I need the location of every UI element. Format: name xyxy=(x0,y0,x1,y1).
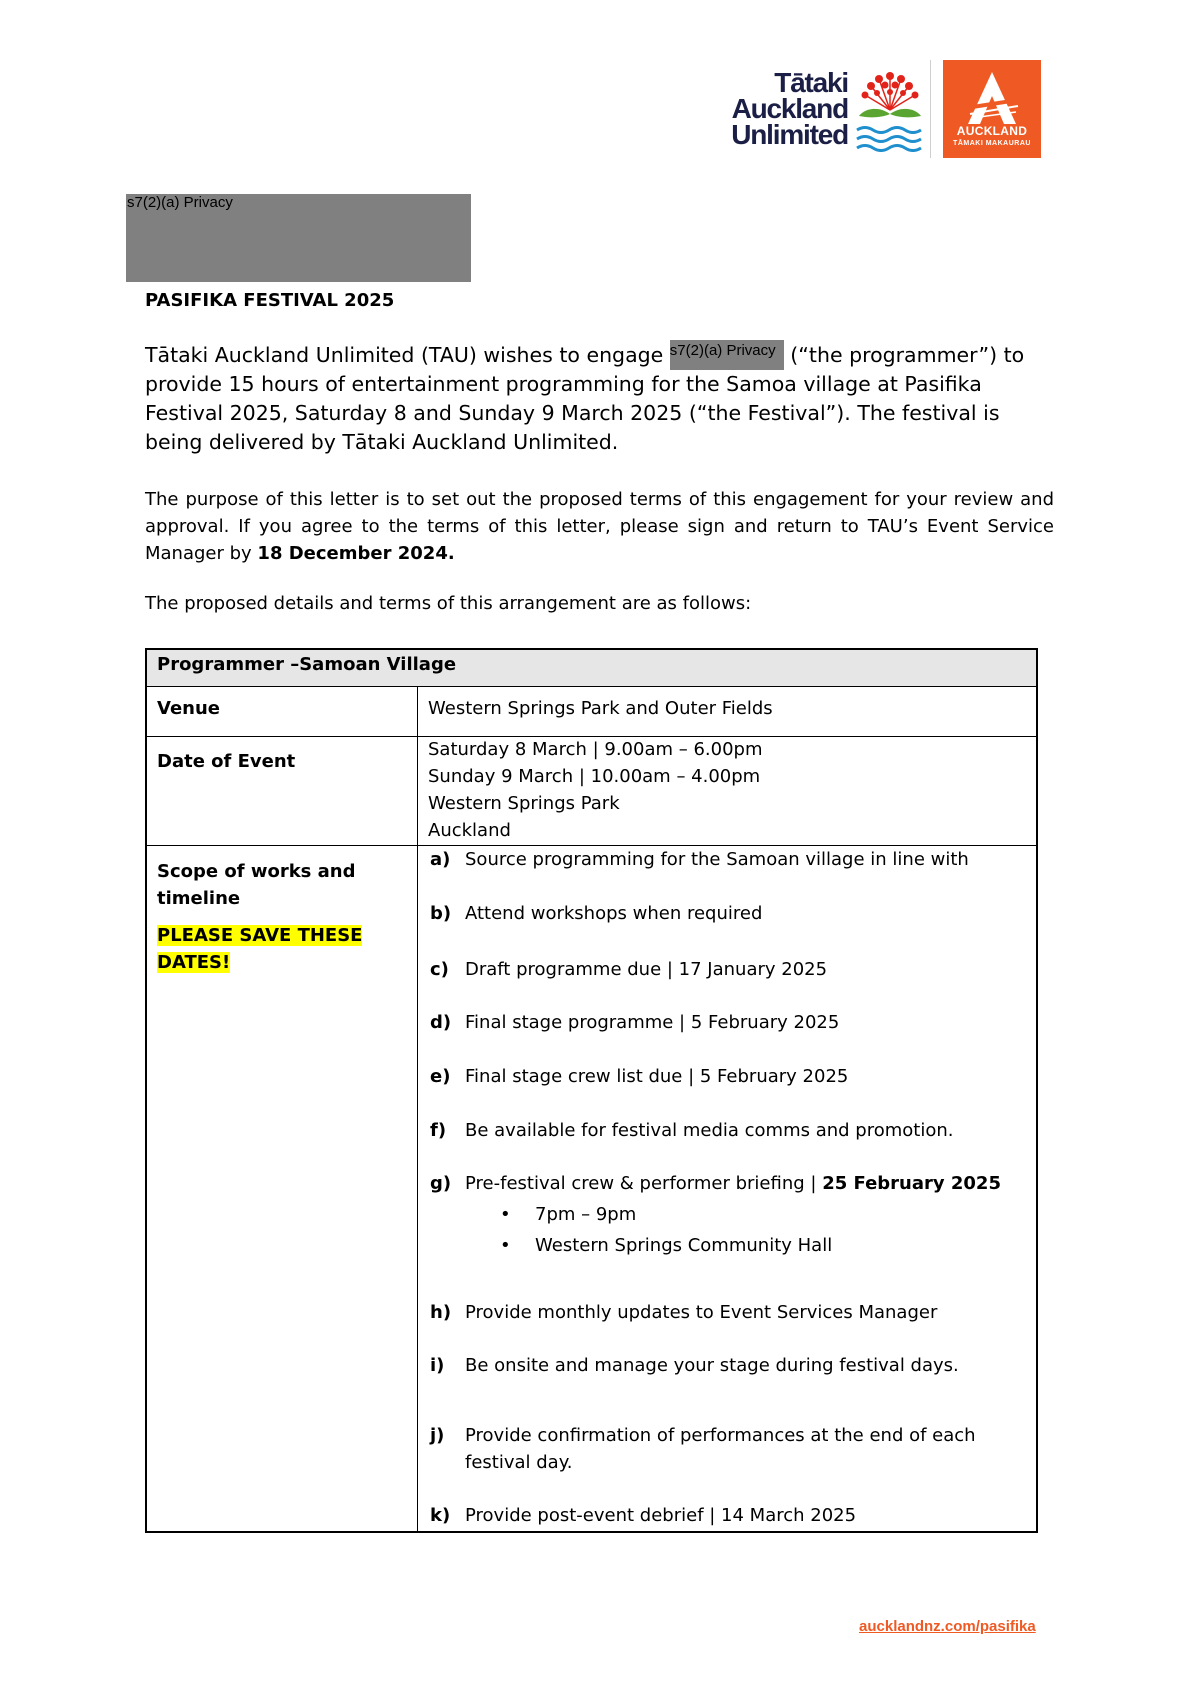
scope-item-text: Be onsite and manage your stage during festival days. xyxy=(465,1355,959,1376)
scope-item-h xyxy=(430,1299,1025,1326)
scope-item-letter: k) xyxy=(430,1505,451,1526)
intro-text-end: (“the programmer”) to provide 15 hours of entertainment programming for the Samoa village at Pasifika Festival 2025, Saturday 8 and Sunday 9 March 2025 (“the Festival”). The festival is being delivered by Tātaki Auckland Unlimited. xyxy=(145,343,1025,454)
date-value xyxy=(428,736,763,844)
scope-item-f xyxy=(430,1117,1025,1144)
venue-label: Venue xyxy=(157,698,220,719)
scope-item-letter: g) xyxy=(430,1173,452,1194)
scope-label-line: timeline xyxy=(157,888,241,909)
date-line: Saturday 8 March | 9.00am – 6.00pm xyxy=(428,739,763,760)
tau-logo-line2: Auckland xyxy=(731,93,848,124)
scope-item-j xyxy=(430,1422,1005,1476)
tau-logo xyxy=(722,67,927,152)
scope-item-k xyxy=(430,1502,1025,1529)
scope-item-text: Be available for festival media comms and promotion. xyxy=(465,1120,954,1141)
date-line: Auckland xyxy=(428,820,511,841)
scope-item-text: Provide monthly updates to Event Services Manager xyxy=(465,1302,938,1323)
bullet-dot-icon: • xyxy=(500,1235,511,1256)
footer-website-link[interactable]: aucklandnz.com/pasifika xyxy=(859,1618,1036,1635)
redaction-label: s7(2)(a) Privacy xyxy=(127,194,233,211)
purpose-deadline: 18 December 2024. xyxy=(257,543,455,564)
date-label: Date of Event xyxy=(157,751,296,772)
auckland-logo xyxy=(943,60,1041,158)
column-divider xyxy=(417,686,418,1533)
redacted-programmer-name xyxy=(670,340,784,370)
save-dates-note xyxy=(157,922,362,976)
letter-heading: PASIFIKA FESTIVAL 2025 xyxy=(145,290,395,311)
briefing-bullet xyxy=(500,1235,833,1256)
purpose-text: The purpose of this letter is to set out the proposed terms of this engagement for your review and approval. If you agree to the terms of this letter, please sign and return to TAU’s Event Service Manager by xyxy=(145,489,1054,564)
scope-item-e xyxy=(430,1063,1025,1090)
scope-item-letter: e) xyxy=(430,1066,451,1087)
date-line: Western Springs Park xyxy=(428,793,620,814)
auckland-logo-name: AUCKLAND xyxy=(956,124,1028,138)
tau-logo-line1: Tātaki xyxy=(774,67,848,98)
bullet-dot-icon: • xyxy=(500,1204,511,1225)
scope-item-letter: b) xyxy=(430,903,452,924)
scope-label xyxy=(157,858,356,912)
scope-item-d xyxy=(430,1009,1025,1036)
scope-item-text: Attend workshops when required xyxy=(465,903,763,924)
tau-logo-line3: Unlimited xyxy=(731,119,848,150)
table-header-row xyxy=(147,650,1036,687)
scope-item-letter: c) xyxy=(430,959,449,980)
auckland-logo-subtitle: TĀMAKI MAKAURAU xyxy=(953,140,1031,147)
scope-item-a xyxy=(430,846,1025,873)
intro-paragraph xyxy=(145,340,1045,457)
venue-value: Western Springs Park and Outer Fields xyxy=(428,698,773,719)
scope-item-letter: d) xyxy=(430,1012,452,1033)
briefing-bullet xyxy=(500,1204,637,1225)
auckland-a-mark-icon xyxy=(964,70,1020,126)
scope-item-c xyxy=(430,956,1025,983)
save-dates-highlight: PLEASE SAVE THESE xyxy=(157,925,363,946)
pohutukawa-emblem-icon xyxy=(855,70,925,152)
proposed-terms-intro: The proposed details and terms of this arrangement are as follows: xyxy=(145,593,752,614)
scope-item-text: Final stage programme | 5 February 2025 xyxy=(465,1012,840,1033)
scope-item-b xyxy=(430,900,1025,927)
scope-item-i xyxy=(430,1352,1025,1379)
scope-item-letter: h) xyxy=(430,1302,452,1323)
table-title: Programmer –Samoan Village xyxy=(157,654,457,675)
purpose-paragraph xyxy=(145,486,1054,567)
bullet-text: 7pm – 9pm xyxy=(535,1204,637,1225)
scope-item-text: Provide confirmation of performances at the end of each festival day. xyxy=(465,1425,976,1473)
scope-label-line: Scope of works and xyxy=(157,861,356,882)
scope-item-text: Pre-festival crew & performer briefing | xyxy=(465,1173,823,1194)
scope-item-text: Draft programme due | 17 January 2025 xyxy=(465,959,828,980)
scope-item-letter: a) xyxy=(430,849,451,870)
scope-item-letter: j) xyxy=(430,1425,445,1446)
scope-item-letter: i) xyxy=(430,1355,445,1376)
inline-redaction-label: s7(2)(a) Privacy xyxy=(669,342,776,359)
scope-item-text: Final stage crew list due | 5 February 2025 xyxy=(465,1066,849,1087)
intro-text-start: Tātaki Auckland Unlimited (TAU) wishes to engage xyxy=(145,343,670,367)
redacted-address-block xyxy=(126,194,471,282)
scope-item-letter: f) xyxy=(430,1120,447,1141)
terms-table xyxy=(145,648,1038,1533)
save-dates-highlight: DATES! xyxy=(157,952,231,973)
logo-divider xyxy=(930,60,931,158)
scope-item-text: Source programming for the Samoan village in line with xyxy=(465,849,969,870)
scope-item-g xyxy=(430,1170,1025,1197)
briefing-date: 25 February 2025 xyxy=(822,1173,1001,1194)
tau-logo-wordmark xyxy=(722,67,848,150)
scope-item-text: Provide post-event debrief | 14 March 2025 xyxy=(465,1505,857,1526)
bullet-text: Western Springs Community Hall xyxy=(535,1235,833,1256)
date-line: Sunday 9 March | 10.00am – 4.00pm xyxy=(428,766,761,787)
